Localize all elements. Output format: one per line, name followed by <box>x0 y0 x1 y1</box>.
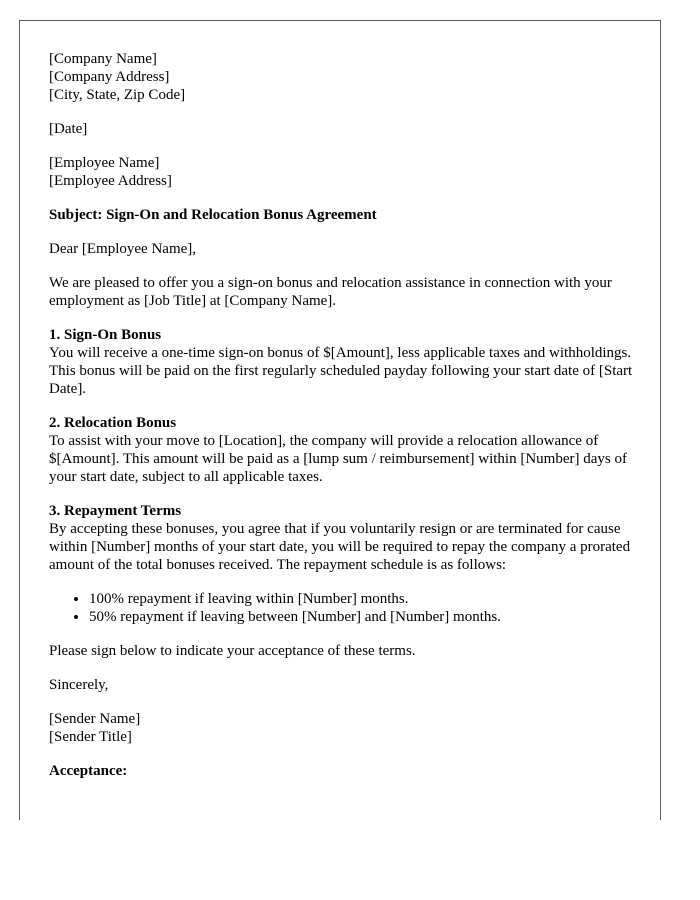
closing: Sincerely, <box>49 677 109 693</box>
employee-name: [Employee Name] <box>49 155 160 171</box>
city-state-zip: [City, State, Zip Code] <box>49 87 186 103</box>
company-address: [Company Address] <box>49 69 170 85</box>
letter-date: [Date] <box>49 121 88 137</box>
section-body: You will receive a one-time sign-on bonus of $[Amount], less applicable taxes and withholdings. This bonus will be paid on the first regularly scheduled payday following your start date of [Start Date]. <box>49 345 633 397</box>
intro-paragraph: We are pleased to offer you a sign-on bonus and relocation assistance in connection with your employment as [Job Title] at [Company Name]. <box>49 275 612 309</box>
company-name: [Company Name] <box>49 51 157 67</box>
sender-address-block <box>49 50 639 104</box>
repayment-schedule-list <box>49 590 639 626</box>
list-item: • 100% repayment if leaving within [Number] months. <box>89 590 639 608</box>
letter-content <box>49 50 639 796</box>
section-heading: 2. Relocation Bonus <box>49 415 177 431</box>
sender-name: [Sender Name] <box>49 711 141 727</box>
list-item: • 50% repayment if leaving between [Number] and [Number] months. <box>89 608 639 626</box>
letter-page <box>19 20 661 820</box>
section-heading: 3. Repayment Terms <box>49 503 182 519</box>
section-repayment-terms <box>49 502 639 574</box>
recipient-address-block <box>49 154 639 190</box>
section-body: To assist with your move to [Location], the company will provide a relocation allowance of $[Amount]. This amount will be paid as a [lump sum / reimbursement] within [Number] days of your start date, subject to all applicable taxes. <box>49 433 627 485</box>
subject-line: Subject: Sign-On and Relocation Bonus Agreement <box>49 207 377 223</box>
sender-title: [Sender Title] <box>49 729 132 745</box>
section-heading: 1. Sign-On Bonus <box>49 327 162 343</box>
section-body: By accepting these bonuses, you agree that if you voluntarily resign or are terminated for cause within [Number] months of your start date, you will be required to repay the company a prorated amount of the total bonuses received. The repayment schedule is as follows: <box>49 521 631 573</box>
section-sign-on-bonus <box>49 326 639 398</box>
signature-block <box>49 710 639 746</box>
salutation: Dear [Employee Name], <box>49 241 197 257</box>
sign-request: Please sign below to indicate your acceptance of these terms. <box>49 643 416 659</box>
acceptance-heading: Acceptance: <box>49 763 128 779</box>
employee-address: [Employee Address] <box>49 173 172 189</box>
section-relocation-bonus <box>49 414 639 486</box>
